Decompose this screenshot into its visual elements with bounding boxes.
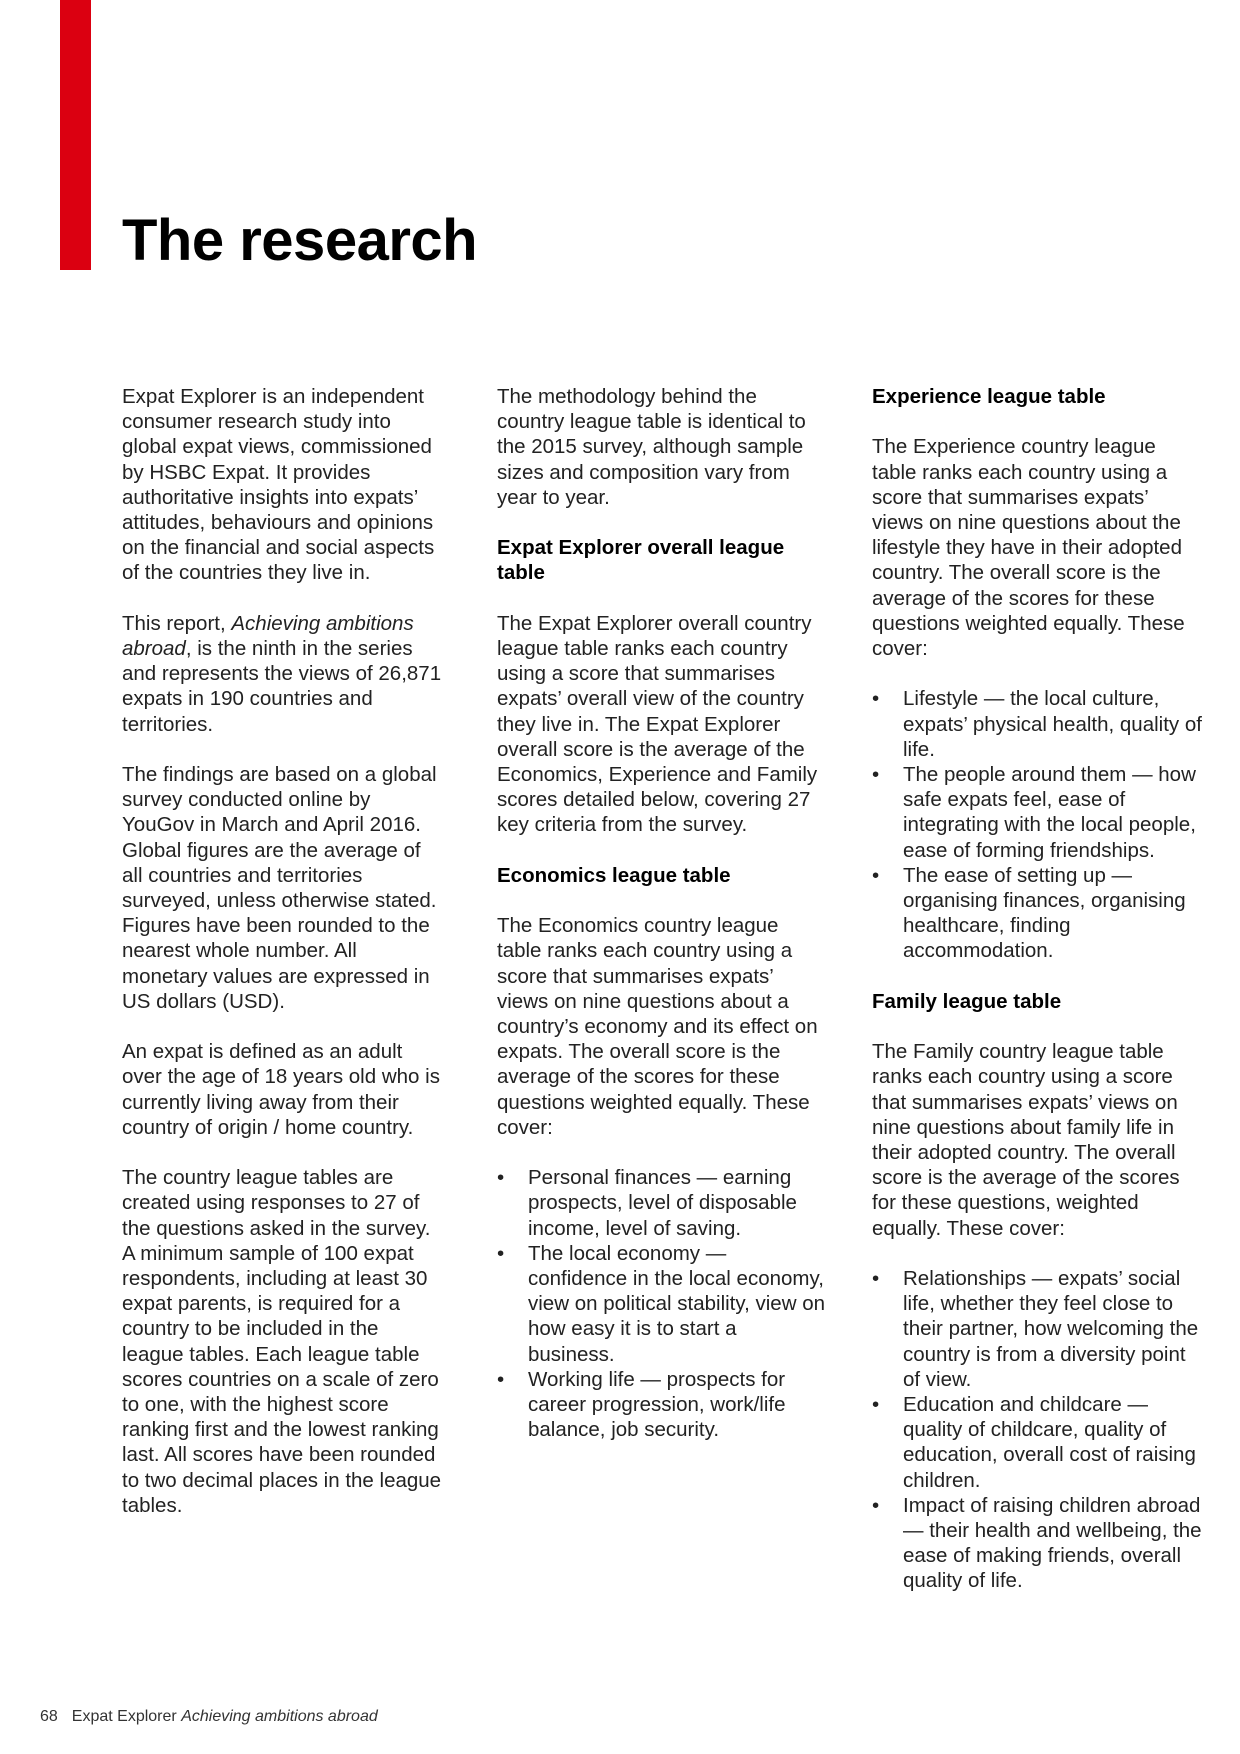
publication-name: Expat Explorer (71, 1708, 177, 1725)
list-item (497, 1241, 827, 1367)
bullet-icon: • (872, 1493, 880, 1517)
league-tables-paragraph: The country league tables are created using responses to 27 of the questions asked in the survey. A minimum sample of 100 expat respondents, including at least 30 expat parents, is required for a country to be included in the league tables. Each league table scores countries on a scale of zero to one, with the highest score ranking first and the lowest ranking last. All scores have been rounded to two decimal places in the league tables. (122, 1166, 442, 1517)
list-item (872, 686, 1202, 762)
expat-definition-paragraph: An expat is defined as an adult over the age of 18 years old who is currently living away from their country of origin / home country. (122, 1040, 440, 1139)
economics-league-heading: Economics league table (497, 863, 731, 887)
list-item-text: Working life — prospects for career progression, work/life balance, job security. (528, 1367, 786, 1442)
experience-bullet-list (872, 686, 1202, 963)
family-league-paragraph: The Family country league table ranks each country using a score that summarises expats’ views on nine questions about family life in their adopted country. The overall score is the average of the scores for these questions, weighted equally. These cover: (872, 1040, 1180, 1240)
list-item-text: The local economy — confidence in the local economy, view on political stability, view on how easy it is to start a business. (528, 1241, 825, 1366)
findings-paragraph: The findings are based on a global survey conducted online by YouGov in March and April 2016. Global figures are the average of all countries and territories surveyed, unless otherwise stated. Figures have been rounded to the nearest whole number. All monetary values are expressed in US dollars (USD). (122, 763, 437, 1013)
bullet-icon: • (497, 1241, 505, 1265)
bullet-icon: • (872, 1267, 880, 1291)
list-item (497, 1367, 827, 1443)
family-bullet-list (872, 1266, 1202, 1594)
list-item-text: Lifestyle — the local culture, expats’ physical health, quality of life. (903, 687, 1202, 761)
list-item-text: The people around them — how safe expats feel, ease of integrating with the local people, ease of forming friendships. (903, 763, 1196, 862)
list-item (872, 1493, 1202, 1594)
economics-league-paragraph: The Economics country league table ranks each country using a score that summarises expats’ views on nine questions about a country’s economy and its effect on expats. The overall score is the average of the scores for these questions weighted equally. These cover: (497, 914, 818, 1139)
methodology-paragraph: The methodology behind the country league table is identical to the 2015 survey, although sample sizes and composition vary from year to year. (497, 385, 806, 509)
page-title: The research (122, 208, 478, 273)
bullet-icon: • (497, 1166, 505, 1190)
intro-paragraph: Expat Explorer is an independent consumer research study into global expat views, commissioned by HSBC Expat. It provides authoritative insights into expats’ attitudes, behaviours and opinions on the financial and social aspects of the countries they live in. (122, 385, 435, 585)
bullet-icon: • (872, 1393, 880, 1417)
report-title: Achieving ambitions abroad (122, 611, 414, 661)
overall-league-heading: Expat Explorer overall league table (497, 536, 785, 585)
report-text-end: , is the ninth in the series and represents the views of 26,871 expats in 190 countries and territories. (122, 637, 442, 736)
list-item (497, 1165, 827, 1241)
bullet-icon: • (872, 687, 880, 711)
family-league-heading: Family league table (872, 989, 1062, 1013)
list-item-text: Impact of raising children abroad — their health and wellbeing, the ease of making friends, overall quality of life. (903, 1493, 1202, 1593)
accent-bar (60, 0, 91, 270)
list-item (872, 762, 1202, 863)
economics-bullet-list (497, 1165, 827, 1442)
column-1 (122, 384, 444, 1543)
report-paragraph (122, 611, 444, 737)
publication-title: Achieving ambitions abroad (181, 1708, 378, 1725)
bullet-icon: • (872, 863, 880, 887)
list-item-text: Education and childcare — quality of childcare, quality of education, overall cost of raising children. (903, 1393, 1196, 1492)
page-footer (40, 1708, 378, 1726)
experience-league-heading: Experience league table (872, 385, 1106, 408)
experience-league-paragraph: The Experience country league table ranks each country using a score that summarises expats’ views on nine questions about the lifestyle they have in their adopted country. The overall score is the average of the scores for these questions weighted equally. These cover: (872, 435, 1185, 661)
column-3 (872, 384, 1202, 1619)
overall-league-paragraph: The Expat Explorer overall country league table ranks each country using a score that summarises expats’ overall view of the country they live in. The Expat Explorer overall score is the average of the Economics, Experience and Family scores detailed below, covering 27 key criteria from the survey. (497, 611, 818, 837)
list-item-text: Relationships — expats’ social life, whether they feel close to their partner, how welcoming the country is from a diversity point of view. (903, 1267, 1199, 1391)
list-item (872, 1266, 1202, 1392)
list-item (872, 1392, 1202, 1493)
bullet-icon: • (497, 1367, 505, 1391)
list-item-text: The ease of setting up — organising finances, organising healthcare, finding accommodation. (903, 863, 1186, 963)
list-item (872, 863, 1202, 964)
list-item-text: Personal finances — earning prospects, level of disposable income, level of saving. (528, 1166, 797, 1240)
report-text-start: This report, (122, 611, 232, 635)
bullet-icon: • (872, 763, 880, 787)
column-2 (497, 384, 827, 1468)
page-number: 68 (40, 1708, 58, 1725)
